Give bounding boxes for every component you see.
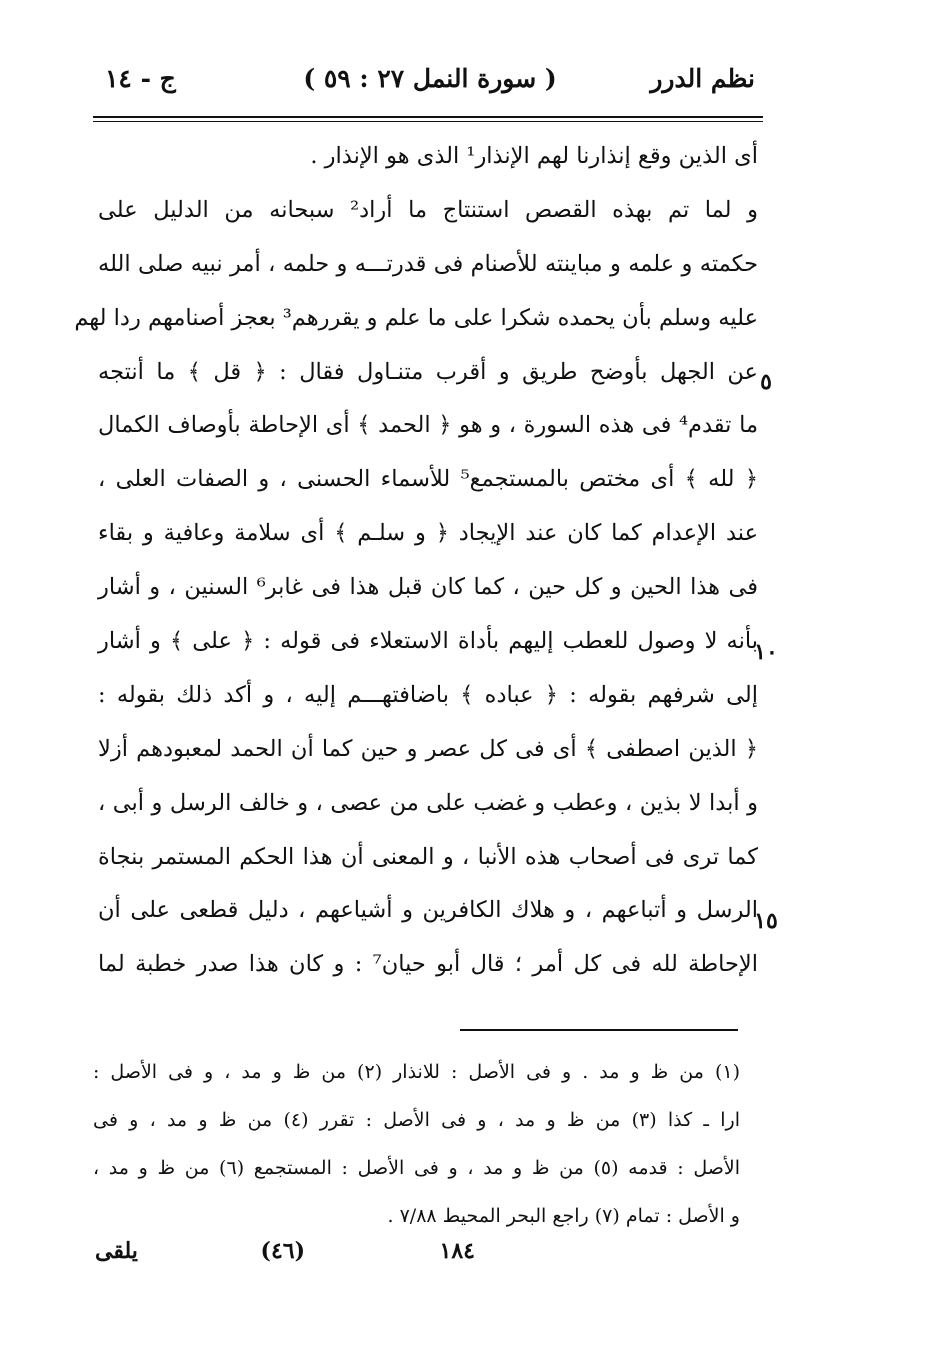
text-line: ﴿ لله ﴾ أى مختص بالمستجمع⁵ للأسماء الحسنى ، و الصفات العلى ، <box>98 466 758 493</box>
text-line: و أبدا لا بذين ، وعطب و غضب على من عصى ، و خالف الرسل و أبى ، <box>98 789 758 816</box>
page-footer <box>95 1234 595 1274</box>
main-text <box>74 130 758 992</box>
volume-label: ج - ١٤ <box>105 64 176 93</box>
footnote-line: و الأصل : تمام (٧) راجع البحر المحيط ٧/٨٨ . <box>387 1205 740 1227</box>
text-line: ﴿ الذين اصطفى ﴾ أى فى كل عصر و حين كما أن الحمد لمعبودهم أزلا <box>98 735 758 762</box>
footnote-line: الأصل : قدمه (٥) من ظ و مد ، و فى الأصل : المستجمع (٦) من ظ و مد ، <box>93 1157 740 1179</box>
page-number: ١٨٤ <box>439 1238 475 1264</box>
text-line: عند الإعدام كما كان عند الإيجاد ﴿ و سلـم ﴾ أى سلامة وعافية و بقاء <box>98 520 758 547</box>
text-line: عليه وسلم بأن يحمده شكرا على ما علم و يقررهم³ بعجز أصنامهم ردا لهم <box>74 304 758 331</box>
line-number: ١٥ <box>754 908 778 934</box>
line-number: ١٠ <box>754 639 778 665</box>
book-title: نظم الدرر <box>650 64 755 93</box>
text-line: بأنه لا وصول للعطب إليهم بأداة الاستعلاء فى قوله : ﴿ على ﴾ و أشار <box>98 628 758 655</box>
text-line: الرسل و أتباعهم ، و هلاك الكافرين و أشياعهم ، دليل قطعى على أن <box>98 897 758 924</box>
text-line: فى هذا الحين و كل حين ، كما كان قبل هذا فى غابر⁶ السنين ، و أشار <box>98 574 758 601</box>
footnote-separator <box>460 1029 738 1031</box>
signature-mark: (٤٦) <box>260 1238 305 1264</box>
line-number: ٥ <box>760 369 772 395</box>
text-line: و لما تم بهذه القصص استنتاج ما أراد² سبحانه من الدليل على <box>98 196 758 223</box>
footnote-line: ارا ـ كذا (٣) من ظ و مد ، و فى الأصل : تقرر (٤) من ظ و مد ، و فى <box>93 1109 740 1131</box>
text-line: عن الجهل بأوضح طريق و أقرب متنـاول فقال : ﴿ قل ﴾ ما أنتجه <box>98 358 758 385</box>
header-rule-thin <box>93 121 763 122</box>
text-line: حكمته و علمه و مباينته للأصنام فى قدرتـــه و حلمه ، أمر نبيه صلى الله <box>98 250 758 277</box>
text-line: ما تقدم⁴ فى هذه السورة ، و هو ﴿ الحمد ﴾ أى الإحاطة بأوصاف الكمال <box>98 412 758 439</box>
surah-reference: ( سورة النمل ٢٧ : ٥٩ ) <box>303 64 557 93</box>
running-header <box>105 58 755 108</box>
catchword: يلقى <box>95 1238 138 1264</box>
text-line: إلى شرفهم بقوله : ﴿ عباده ﴾ باضافتهـــم إليه ، و أكد ذلك بقوله : <box>98 681 758 708</box>
header-rule <box>93 116 763 118</box>
footnote-line: (١) من ظ و مد . و فى الأصل : للانذار (٢) من ظ و مد ، و فى الأصل : <box>93 1061 741 1083</box>
text-line: أى الذين وقع إنذارنا لهم الإنذار¹ الذى هو الإنذار . <box>310 143 758 169</box>
footnotes <box>93 1048 740 1240</box>
text-line: كما ترى فى أصحاب هذه الأنبا ، و المعنى أن هذا الحكم المستمر بنجاة <box>98 843 758 870</box>
text-line: الإحاطة لله فى كل أمر ؛ قال أبو حيان⁷ : و كان هذا صدر خطبة لما <box>98 951 758 978</box>
